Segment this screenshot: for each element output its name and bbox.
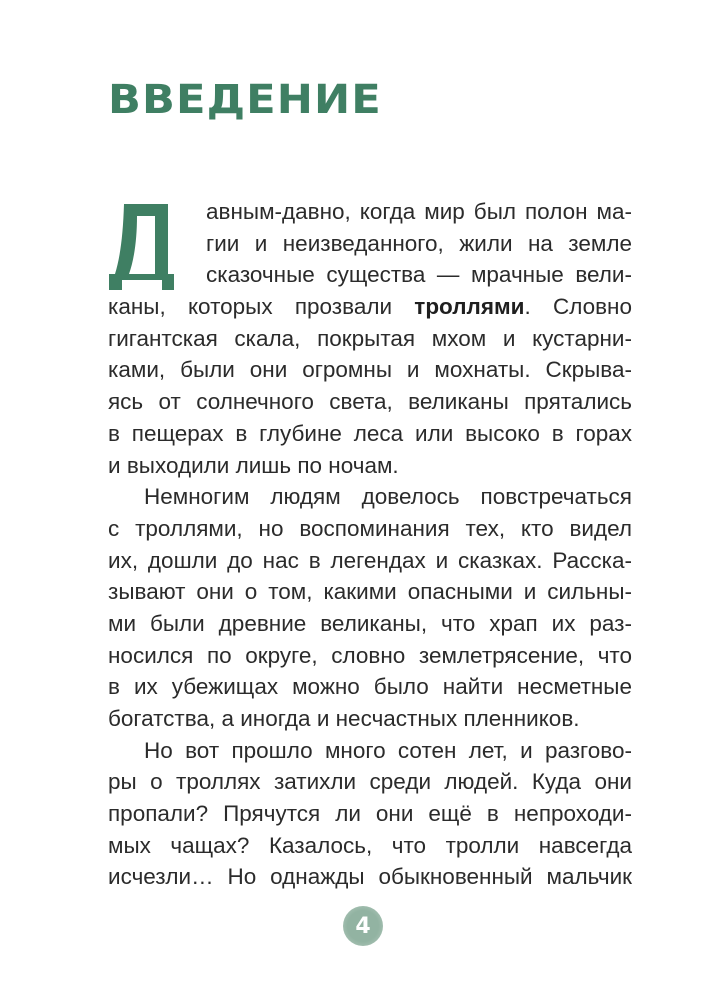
text-line: ясь от солнечного света, великаны прятались [108,389,632,415]
text-line: ками, были они огромны и мохнаты. Скрыва- [108,357,632,383]
text-line: гии и неизведанного, жили на земле [206,230,632,256]
text-line: гигантская скала, покрытая мхом и кустарни- [108,325,632,351]
text-span: . Словно [524,294,632,320]
page-number: 4 [355,913,371,939]
paragraph-3 [108,735,632,893]
text-line: исчезли… Но однажды обыкновенный мальчик [108,864,632,890]
text-line: в пещерах в глубине леса или высоко в горах [108,420,632,446]
text-line: носился по округе, словно землетрясение, что [108,642,632,668]
text-line [108,291,632,323]
text-line: мых чащах? Казалось, что тролли навсегда [108,832,632,858]
paragraph-1 [108,196,632,481]
body-text [108,196,632,893]
text-line: с троллями, но воспоминания тех, кто видел [108,515,632,541]
text-line: в их убежищах можно было найти несметные [108,674,632,700]
text-line: Но вот прошло много сотен лет, и разгово- [144,737,632,763]
text-span: каны, которых прозвали [108,294,415,320]
text-line: зывают они о том, какими опасными и сильны- [108,579,632,605]
text-line: ми были древние великаны, что храп их раз- [108,610,632,636]
bold-term: троллями [414,294,525,320]
page-number-badge [343,906,383,946]
text-line: авным-давно, когда мир был полон ма- [206,199,632,224]
text-line: и выходили лишь по ночам. [108,452,399,478]
paragraph-2 [108,481,632,735]
text-line: их, дошли до нас в легендах и сказках. Расска- [108,547,632,573]
text-line: богатства, а иногда и несчастных пленников. [108,706,580,731]
page-title: ВВЕДЕНИЕ [108,77,382,123]
text-line: пропали? Прячутся ли они ещё в непроходи- [108,801,632,827]
text-line: Немногим людям довелось повстречаться [144,484,632,510]
text-line: ры о троллях затихли среди людей. Куда они [108,769,632,795]
text-line: сказочные существа — мрачные вели- [206,262,632,288]
